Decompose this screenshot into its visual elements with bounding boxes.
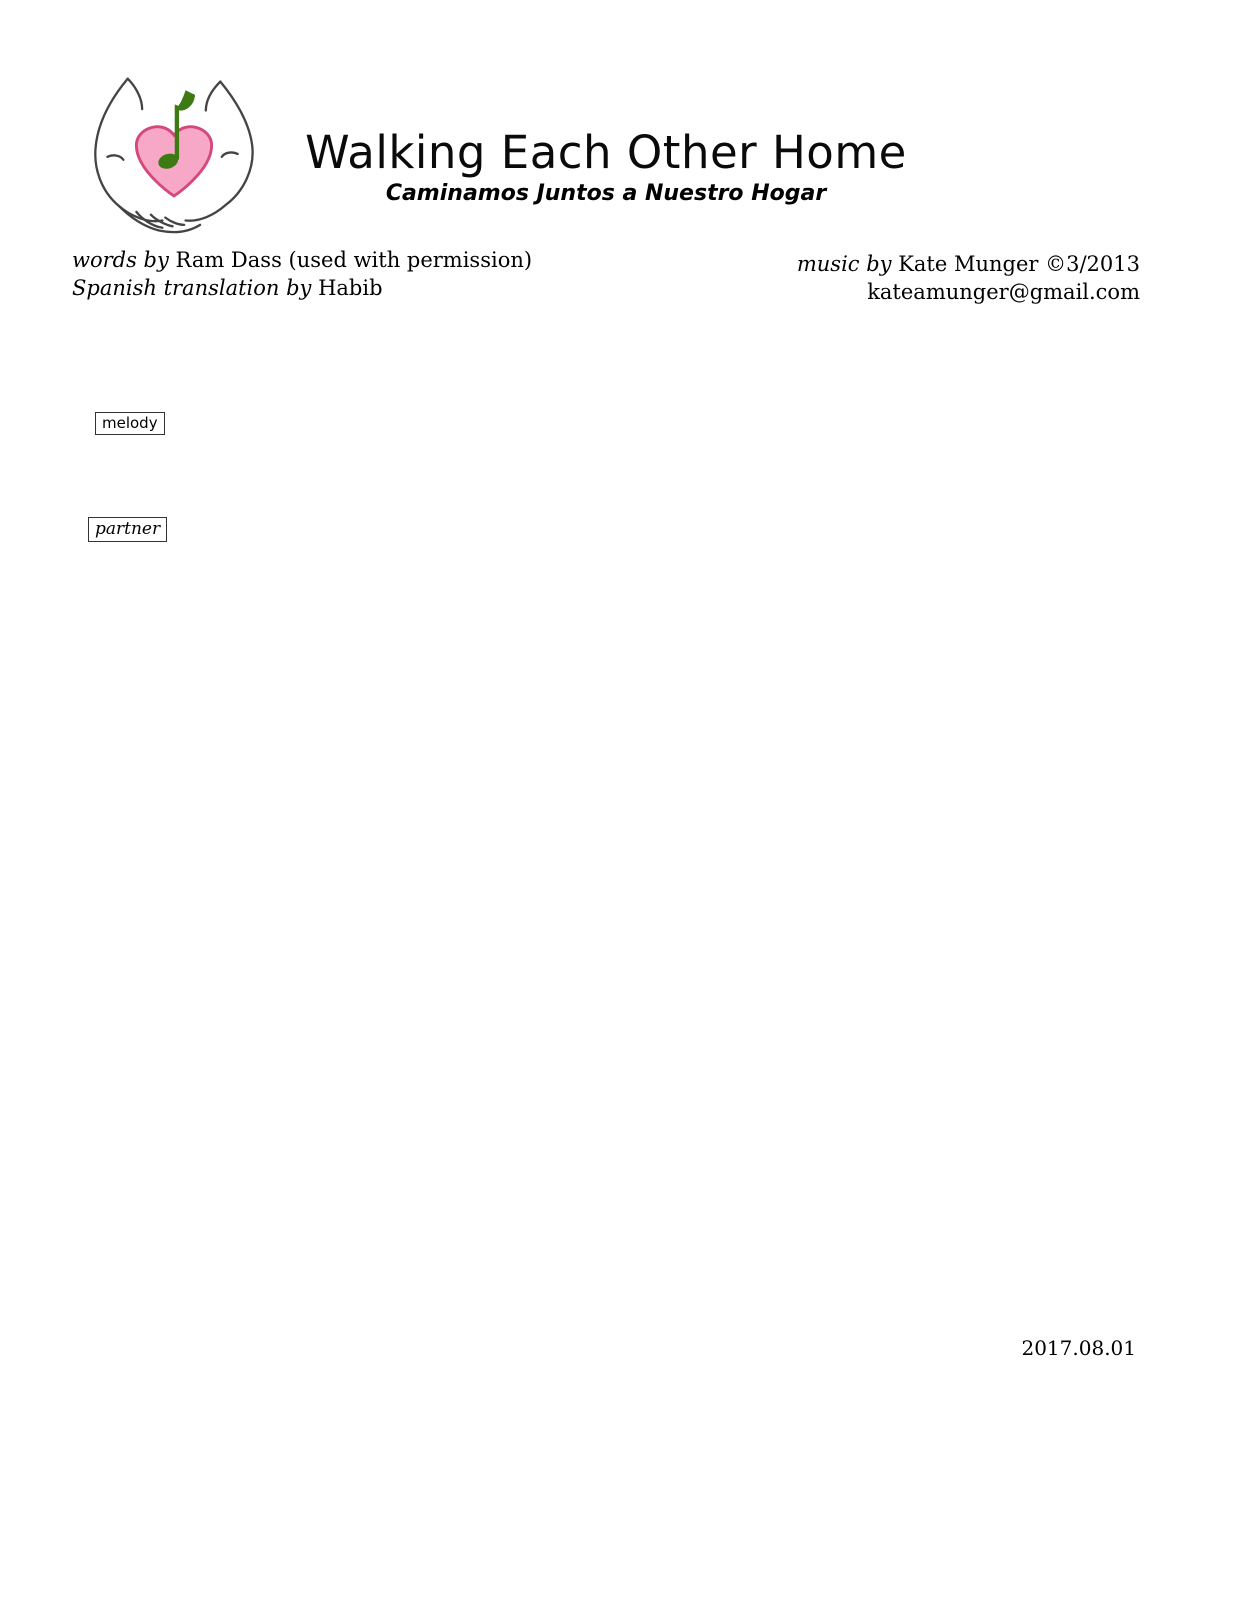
revision-date: 2017.08.01 bbox=[1021, 1336, 1136, 1360]
credit-words-label: words by bbox=[72, 248, 169, 272]
page-subtitle: Caminamos Juntos a Nuestro Hogar bbox=[385, 181, 827, 206]
credit-translation-label: Spanish translation by bbox=[72, 276, 312, 300]
credit-music-label: music by bbox=[796, 252, 892, 276]
credit-music-name: Kate Munger ©3/2013 bbox=[891, 252, 1140, 276]
voice-label-melody: melody bbox=[95, 412, 165, 435]
voice-label-partner: partner bbox=[88, 517, 167, 542]
credit-translation-name: Habib bbox=[311, 276, 383, 300]
credit-words-name: Ram Dass (used with permission) bbox=[168, 248, 533, 272]
page-title: Walking Each Other Home bbox=[305, 126, 907, 179]
credit-email-line: kateamunger@gmail.com bbox=[867, 280, 1140, 304]
